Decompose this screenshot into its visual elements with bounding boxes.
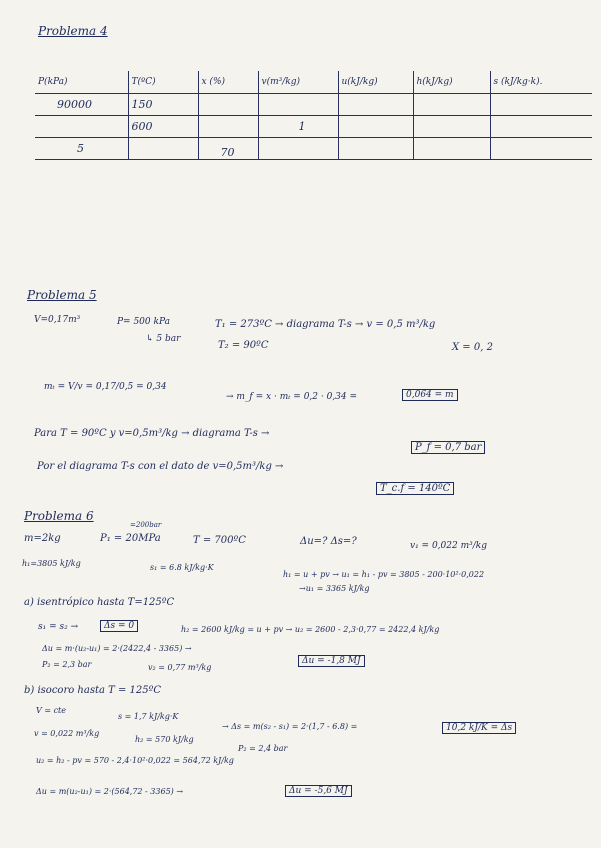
table-cell: 90000 (35, 94, 128, 116)
table-cell (338, 138, 413, 160)
table-cell (198, 116, 258, 138)
p6-u1-result: →u₁ = 3365 kJ/kg (299, 584, 370, 593)
problem-5-title: Problema 5 (27, 288, 97, 302)
p6-b-entropy: s = 1,7 kJ/kg·K (118, 712, 179, 721)
table-header-row (35, 71, 592, 94)
p6-b-p2: P₂ = 2,4 bar (238, 744, 288, 753)
p6-a-p2: P₂ = 2,3 bar (42, 660, 92, 669)
table-cell (128, 138, 198, 160)
p5-result-temperature: T_c.f = 140ºC (376, 482, 454, 495)
p6-part-a-title: a) isentrópico hasta T=125ºC (24, 597, 175, 608)
p6-b-result-entropy: 10,2 kJ/K = Δs (442, 722, 516, 734)
p6-a-delta-u-calc: Δu = m·(u₂-u₁) = 2·(2422,4 - 3365) → (42, 644, 192, 653)
table-cell (338, 116, 413, 138)
table-row (35, 138, 592, 160)
table-cell (338, 94, 413, 116)
p6-temperature: T = 700ºC (193, 535, 246, 546)
p5-pressure: P= 500 kPa (117, 317, 170, 327)
p5-total-mass: mₜ = V/v = 0,17/0,5 = 0,34 (44, 382, 167, 392)
p5-t2: T₂ = 90ºC (218, 340, 269, 351)
p6-u1-calc: h₁ = u + pv → u₁ = h₁ - pv = 3805 - 200·10²·0,022 (283, 570, 485, 579)
problem-4-title: Problema 4 (38, 24, 108, 38)
table-cell (258, 138, 338, 160)
p5-pressure-line: Para T = 90ºC y v=0,5m³/kg → diagrama T-s → (34, 428, 270, 439)
table-row (35, 116, 592, 138)
p6-unknowns: Δu=? Δs=? (300, 536, 357, 547)
problem-6-title: Problema 6 (24, 509, 94, 523)
p5-result-mass: 0,064 = m (402, 389, 458, 401)
p6-a-entropy-equal: s₁ = s₂ → (38, 622, 79, 632)
p5-pressure-bar: ↳ 5 bar (146, 334, 181, 344)
p6-v1: v₁ = 0,022 m³/kg (410, 541, 487, 551)
p6-pressure-note: =200bar (130, 521, 162, 529)
table-cell: 600 (128, 116, 198, 138)
p5-liquid-mass: → m_f = x · mₜ = 0,2 · 0,34 = (226, 392, 358, 402)
table-cell (413, 138, 490, 160)
table-cell (490, 116, 592, 138)
table-cell: 70 (198, 138, 258, 160)
table-cell (413, 94, 490, 116)
p6-part-b-title: b) isocoro hasta T = 125ºC (24, 685, 161, 696)
col-header-internal-energy: u(kJ/kg) (338, 71, 413, 94)
p6-b-v: v = 0,022 m³/kg (34, 729, 100, 738)
table-cell (258, 94, 338, 116)
properties-table (35, 71, 592, 160)
p6-b-delta-s-calc: → Δs = m(s₂ - s₁) = 2·(1,7 - 6.8) = (222, 722, 358, 731)
table-cell: 150 (128, 94, 198, 116)
col-header-pressure: P(kPa) (35, 71, 128, 94)
table-cell (35, 116, 128, 138)
p6-a-h2-line: h₂ = 2600 kJ/kg = u + pv → u₂ = 2600 - 2,3·0,77 = 2422,4 kJ/kg (181, 625, 440, 634)
p6-b-delta-u-calc: Δu = m(u₂-u₁) = 2·(564,72 - 3365) → (36, 787, 184, 796)
p6-a-result-energy: Δu = -1,8 MJ (298, 655, 365, 667)
col-header-temperature: T(ºC) (128, 71, 198, 94)
p6-b-volume-const: V = cte (36, 706, 66, 715)
p6-b-u2-calc: u₂ = h₂ - pv = 570 - 2,4·10²·0,022 = 564,72 kJ/kg (36, 756, 234, 765)
p6-b-h2: h₂ = 570 kJ/kg (135, 735, 194, 744)
p5-result-pressure: P_f = 0,7 bar (411, 441, 485, 454)
p5-critical-line: Por el diagrama T-s con el dato de v=0,5m³/kg → (37, 461, 284, 472)
p6-a-v2: v₂ = 0,77 m³/kg (148, 663, 212, 672)
col-header-entropy: s (kJ/kg·k). (490, 71, 592, 94)
col-header-quality: x (%) (198, 71, 258, 94)
p6-h1: h₁=3805 kJ/kg (22, 559, 81, 568)
table-cell (198, 94, 258, 116)
table-cell: 1 (258, 116, 338, 138)
table-cell: 5 (35, 138, 128, 160)
p6-mass: m=2kg (24, 533, 61, 544)
table-cell (413, 116, 490, 138)
p6-s1: s₁ = 6.8 kJ/kg·K (150, 563, 214, 572)
p5-quality: X = 0, 2 (452, 342, 493, 353)
col-header-enthalpy: h(kJ/kg) (413, 71, 490, 94)
p6-a-result-entropy: Δs = 0 (100, 620, 138, 632)
p6-p1: P₁ = 20MPa (100, 533, 161, 544)
table-cell (490, 138, 592, 160)
p6-b-result-energy: Δu = -5,6 MJ (285, 785, 352, 797)
p5-volume: V=0,17m³ (34, 315, 81, 325)
col-header-specific-volume: v(m³/kg) (258, 71, 338, 94)
table-row (35, 94, 592, 116)
table-cell (490, 94, 592, 116)
p5-t1-line: T₁ = 273ºC → diagrama T-s → v = 0,5 m³/kg (215, 319, 436, 330)
